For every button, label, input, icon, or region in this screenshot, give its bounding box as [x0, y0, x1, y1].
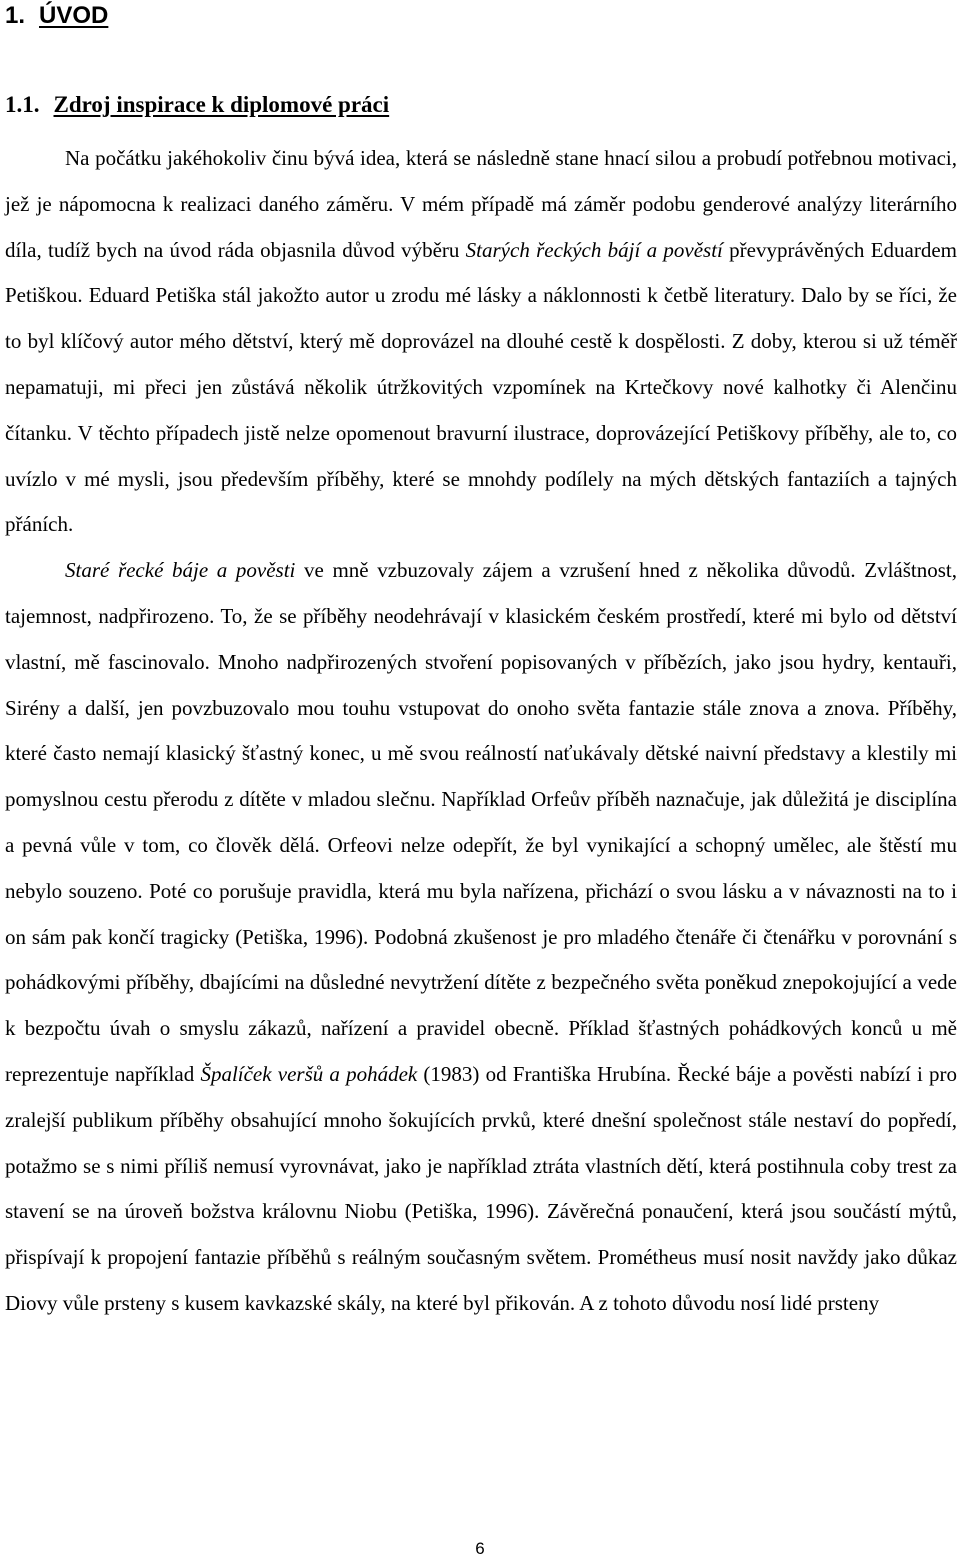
paragraph-1-run: převyprávěných Eduardem Petiškou. Eduard Petiška stál jakožto autor u zrodu mé lásky a náklonnosti k četbě literatury. Dalo by se říci, že to byl klíčový autor mého dětství, který mě doprovázel na dlouhé cestě k dospělosti. Z doby, kterou si už téměř nepamatuji, mi přeci jen zůstává několik útržkovitých vzpomínek na Krtečkovy nové kalhotky či Alenčinu čítanku. V těchto případech jistě nelze opomenout bravurní ilustrace, doprovázející Petiškovy příběhy, ale to, co uvízlo v mé mysli, jsou především příběhy, které se mnohdy podílely na mých dětských fantaziích a tajných přáních. [5, 237, 958, 537]
section-number: 1.1. [5, 92, 40, 117]
chapter-number: 1. [5, 2, 26, 29]
body-text [5, 136, 957, 1327]
paragraph-1 [5, 136, 957, 548]
section-title: Zdroj inspirace k diplomové práci [53, 92, 390, 117]
page-number: 6 [475, 1539, 485, 1558]
section-heading [5, 88, 389, 122]
paragraph-1-run: Na počátku jakéhokoliv činu bývá idea, která se následně stane hnací silou a probudí potřebnou motivaci, jež je nápomocna k realizaci daného záměru. V mém případě má záměr podobu genderové analýzy literárního díla, tudíž bych na úvod ráda objasnila důvod výběru [5, 146, 957, 262]
book-title-stare-recke-baje: Staré řecké báje a pověsti [65, 558, 296, 583]
book-title-spalicek: Špalíček veršů a pohádek [200, 1061, 418, 1086]
chapter-title: ÚVOD [39, 2, 109, 29]
paragraph-2-run: (1983) od Františka Hrubína. Řecké báje a pověsti nabízí i pro zralejší publikum příběhy obsahující mnoho šokujících prvků, které dnešní společnost stále nestaví do popředí, potažmo se s nimi příliš nemusí vyrovnávat, jako je například ztráta vlastních dětí, která postihnula coby trest za stavení se na úroveň božstva královnu Niobu (Petiška, 1996). Závěrečná ponaučení, která jsou součástí mýtů, přispívají k propojení fantazie příběhů s reálným současným světem. Prométheus musí nosit navždy jako důkaz Diovy vůle prsteny s kusem kavkazské skály, na které byl přikován. A z tohoto důvodu nosí lidé prsteny [5, 1061, 957, 1315]
book-title-stare-recke-baje: Starých řeckých bájí a pověstí [465, 237, 723, 262]
paragraph-2-run: ve mně vzbuzovaly zájem a vzrušení hned z několika důvodů. Zvláštnost, tajemnost, nadpřirozeno. To, že se příběhy neodehrávají v klasickém českém prostředí, které mi bylo od dětství vlastní, mě fascinovalo. Mnoho nadpřirozených stvoření popisovaných v příbězích, jako jsou hydry, kentauři, Sirény a další, jen povzbuzovalo mou touhu vstupovat do onoho světa fantazie stále znova a znova. Příběhy, které často nemají klasický šťastný konec, u mě svou reálností naťukávaly dětské naivní představy a klestily mi pomyslnou cestu přerodu z dítěte v mladou slečnu. Například Orfeův příběh naznačuje, jak důležitá je disciplína a pevná vůle v tom, co člověk dělá. Orfeovi nelze odepřít, že byl vynikající a schopný umělec, ale štěstí mu nebylo souzeno. Poté co porušuje pravidla, která mu byla nařízena, přichází o svou lásku a v návaznosti na to i on sám pak končí tragicky (Petiška, 1996). Podobná zkušenost je pro mladého čtenáře či čtenářku v porovnání s pohádkovými příběhy, dbajícími na důsledné nevytržení dítěte z bezpečného světa poněkud znepokojující a vede k bezpočtu úvah o smyslu zákazů, nařízení a pravidel obecně. Příklad šťastných pohádkových konců u mě reprezentuje například [5, 558, 957, 1086]
paragraph-2 [5, 548, 957, 1327]
chapter-heading [5, 0, 108, 32]
